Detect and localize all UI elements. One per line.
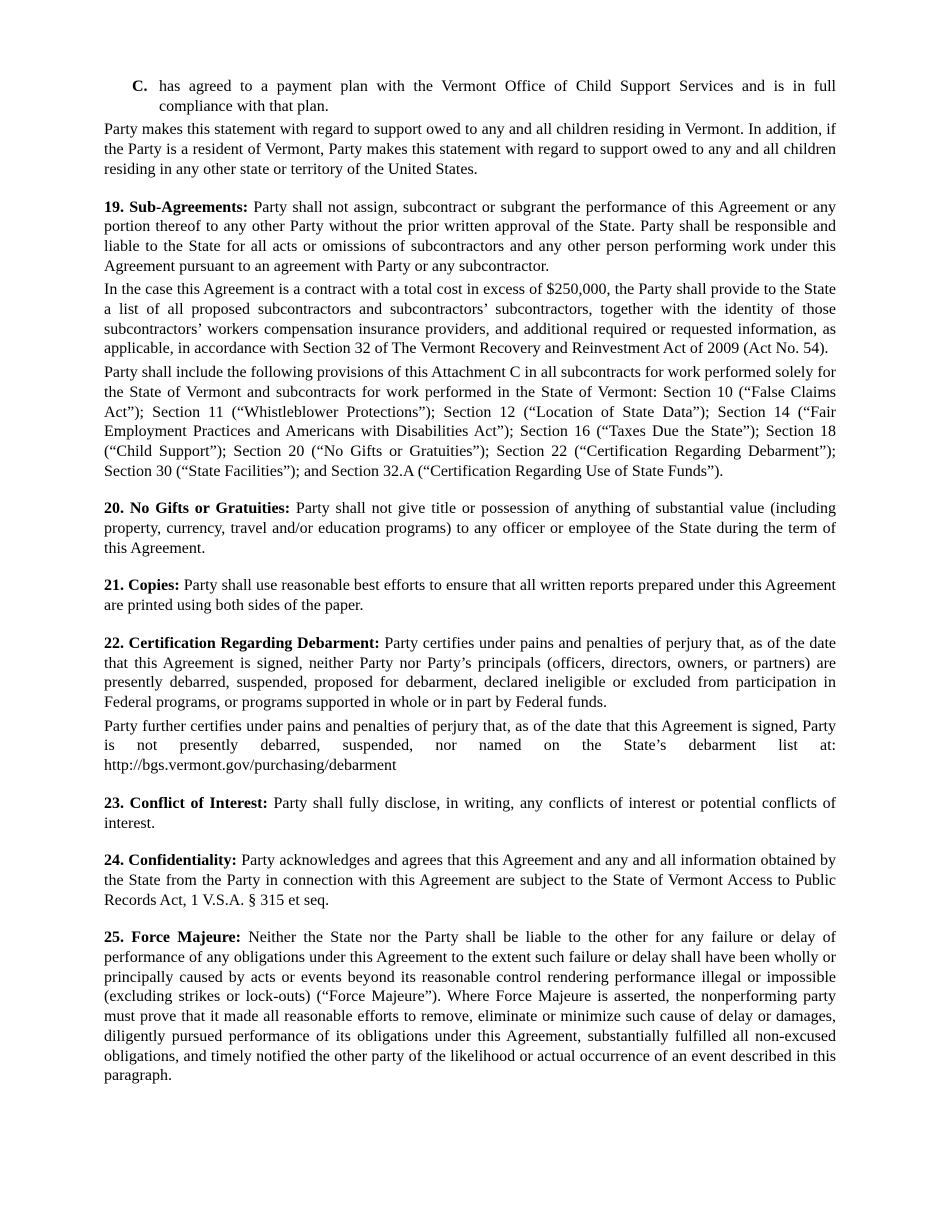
section-24-text: Party acknowledges and agrees that this Agreement and any and all information obtained by the State from the Party in connection with this Agreement are subject to the State of Vermont Access to Public Records Act, 1 V.S.A. § 315 et seq.: [104, 852, 836, 909]
section-23-text: Party shall fully disclose, in writing, any conflicts of interest or potential conflicts of interest.: [104, 794, 837, 832]
section-21-text: Party shall use reasonable best efforts to ensure that all written reports prepared under this Agreement are printed using both sides of the paper.: [104, 577, 837, 615]
section-25-paragraph: [104, 928, 836, 1086]
section-25-heading: 25. Force Majeure:: [104, 929, 241, 947]
section-19-paragraph-3: Party shall include the following provisions of this Attachment C in all subcontracts for work performed solely for the State of Vermont and subcontracts for work performed in the State of Vermont: Section 10 (“False Claims Act”); Section 11 (“Whistleblower Protections”); Section 12 (“Location of State Data”); Section 14 (“Fair Employment Practices and Americans with Disabilities Act”); Section 16 (“Taxes Due the State”); Section 18 (“Child Support”); Section 20 (“No Gifts or Gratuities”); Section 22 (“Certification Regarding Debarment”); Section 30 (“State Facilities”); and Section 32.A (“Certification Regarding Use of State Funds”).: [104, 364, 836, 480]
section-23-paragraph: [104, 794, 836, 833]
list-item-c: [132, 77, 836, 116]
section-25-text: Neither the State nor the Party shall be liable to the other for any failure or delay of performance of any obligations under this Agreement to the extent such failure or delay shall have been wholly or principally caused by acts or events beyond its reasonable control rendering performance illegal or impossible (excluding strikes or lock-outs) (“Force Majeure”). Where Force Majeure is asserted, the nonperforming party must prove that it made all reasonable efforts to remove, eliminate or minimize such cause of delay or damages, diligently pursued performance of its obligations under this Agreement, substantially fulfilled all non-excused obligations, and timely notified the other party of the likelihood or actual occurrence of an event described in this paragraph.: [104, 929, 837, 1085]
child-support-paragraph: Party makes this statement with regard to support owed to any and all children residing in Vermont. In addition, if the Party is a resident of Vermont, Party makes this statement with regard to support owed to any and all children residing in any other state or territory of the United States.: [104, 121, 836, 178]
section-20-paragraph: [104, 499, 836, 558]
section-20-heading: 20. No Gifts or Gratuities:: [104, 500, 291, 518]
section-19-paragraph: [104, 198, 836, 277]
section-22-paragraph: [104, 634, 836, 713]
section-19-paragraph-2: In the case this Agreement is a contract with a total cost in excess of $250,000, the Party shall provide to the State a list of all proposed subcontractors and subcontractors’ subcontractors, together with the identity of those subcontractors’ workers compensation insurance providers, and additional required or requested information, as applicable, in accordance with Section 32 of The Vermont Recovery and Reinvestment Act of 2009 (Act No. 54).: [104, 281, 836, 358]
section-24-paragraph: [104, 851, 836, 910]
list-item-text: has agreed to a payment plan with the Vermont Office of Child Support Services and is in full compliance with that plan.: [159, 78, 836, 115]
section-19-text: Party shall not assign, subcontract or subgrant the performance of this Agreement or any portion thereof to any other Party without the prior written approval of the State. Party shall be responsible and liable to the State for all acts or omissions of subcontractors and any other person performing work under this Agreement pursuant to an agreement with Party or any subcontractor.: [104, 198, 836, 275]
section-21-heading: 21. Copies:: [104, 577, 180, 595]
section-19-heading: 19. Sub-Agreements:: [104, 198, 249, 216]
section-24-heading: 24. Confidentiality:: [104, 852, 237, 870]
list-marker: C.: [132, 78, 148, 95]
section-23-heading: 23. Conflict of Interest:: [104, 794, 268, 812]
section-21-paragraph: [104, 576, 836, 615]
section-22-heading: 22. Certification Regarding Debarment:: [104, 634, 380, 652]
document-body: [104, 77, 836, 1086]
section-22-text: Party certifies under pains and penalties of perjury that, as of the date that this Agreement is signed, neither Party nor Party’s principals (officers, directors, owners, or partners) are presently debarred, suspended, proposed for debarment, declared ineligible or excluded from participation in Federal programs, or programs supported in whole or in part by Federal funds.: [104, 634, 837, 711]
section-22-paragraph-2: Party further certifies under pains and penalties of perjury that, as of the date that this Agreement is signed, Party is not presently debarred, suspended, nor named on the State’s debarment list at: http://bgs.vermont.gov/purchasing/debarment: [104, 717, 836, 775]
section-20-text: Party shall not give title or possession of anything of substantial value (including property, currency, travel and/or education programs) to any officer or employee of the State during the term of this Agreement.: [104, 500, 836, 557]
